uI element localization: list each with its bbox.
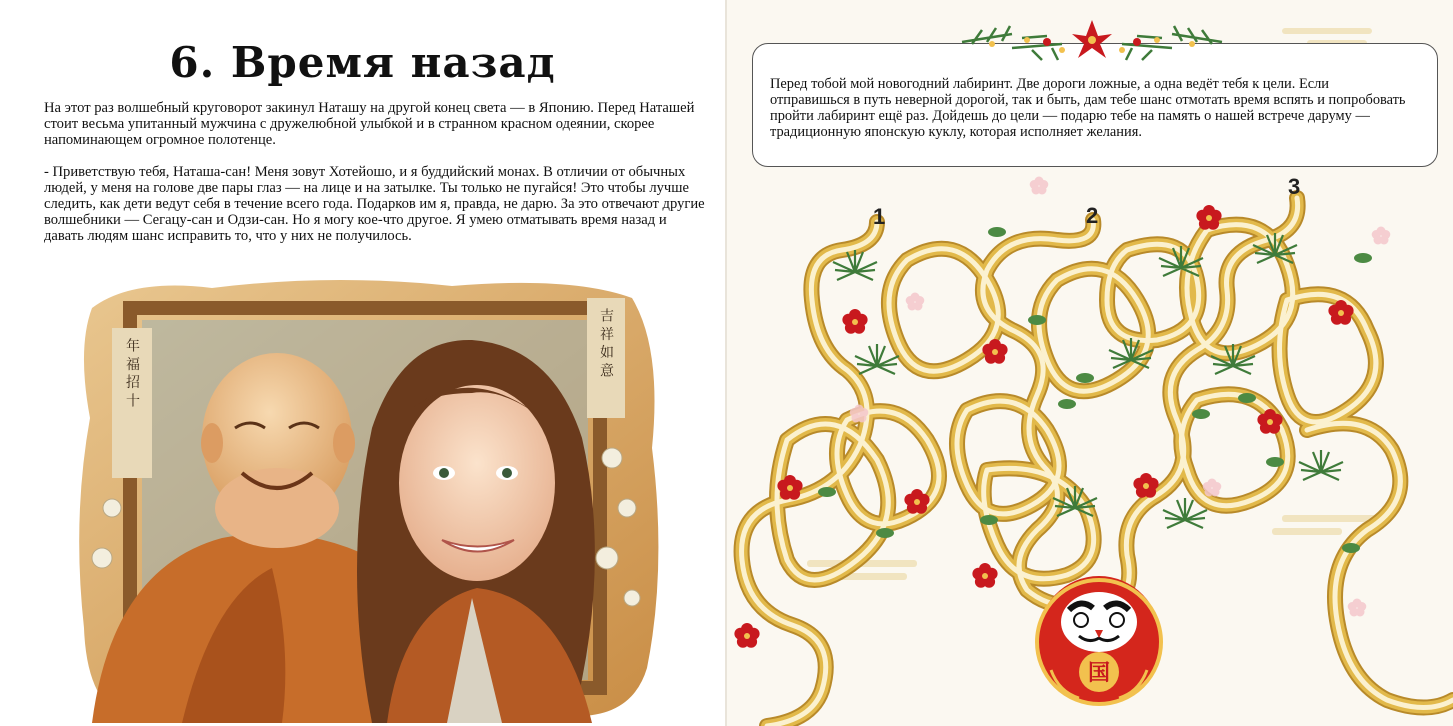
story-paragraph: - Приветствую тебя, Наташа-сан! Меня зовут Хотейошо, и я буддийский монах. В отличии от обычных людей, у меня на голове две пары глаз — на лице и на затылке. Ты только не пугайся! Это чтобы лучше следить, как дети ведут себя в течение всего года. Подарков им я, правда, не дарю. За это отвечают другие волшебники — Сегацу-сан и Одзи-сан. Но я могу кое-что другое. Я умею отматывать время назад и давать людям шанс исправить то, что у них не получилось. xyxy=(44,164,705,244)
maze-start-2[interactable]: 2 xyxy=(1086,203,1099,228)
scroll-text: 年 福 招 十 xyxy=(124,338,140,408)
chapter-title: 6. Время назад xyxy=(169,38,556,87)
right-page xyxy=(727,0,1453,726)
maze-start-3[interactable]: 3 xyxy=(1288,174,1301,199)
maze-start-1[interactable]: 1 xyxy=(873,204,886,229)
monk-and-girl-illustration xyxy=(72,268,672,723)
scroll-text: 吉 祥 如 意 xyxy=(598,308,614,378)
left-page xyxy=(0,0,725,726)
story-paragraph: На этот раз волшебный круговорот закинул Наташу на другой конец света — в Японию. Перед Наташей стоит весьма упитанный мужчина с дружелюбной улыбкой и в странном красном одеянии, скорее напоминающем огромное полотенце. xyxy=(44,100,695,148)
daruma-symbol: 国 xyxy=(1087,661,1111,686)
task-text: Перед тобой мой новогодний лабиринт. Две дороги ложные, а одна ведёт тебя к цели. Если отправишься в путь неверной дорогой, так и быть, дам тебе шанс отмотать время вспять и попробовать пройти лабиринт ещё раз. Дойдешь до цели — подарю тебе на память о нашей встрече даруму — традиционную японскую куклу, которая исполняет желания. xyxy=(770,76,1406,140)
daruma-doll xyxy=(1037,576,1161,704)
garland-decoration xyxy=(952,14,1232,66)
story-text xyxy=(44,100,708,260)
